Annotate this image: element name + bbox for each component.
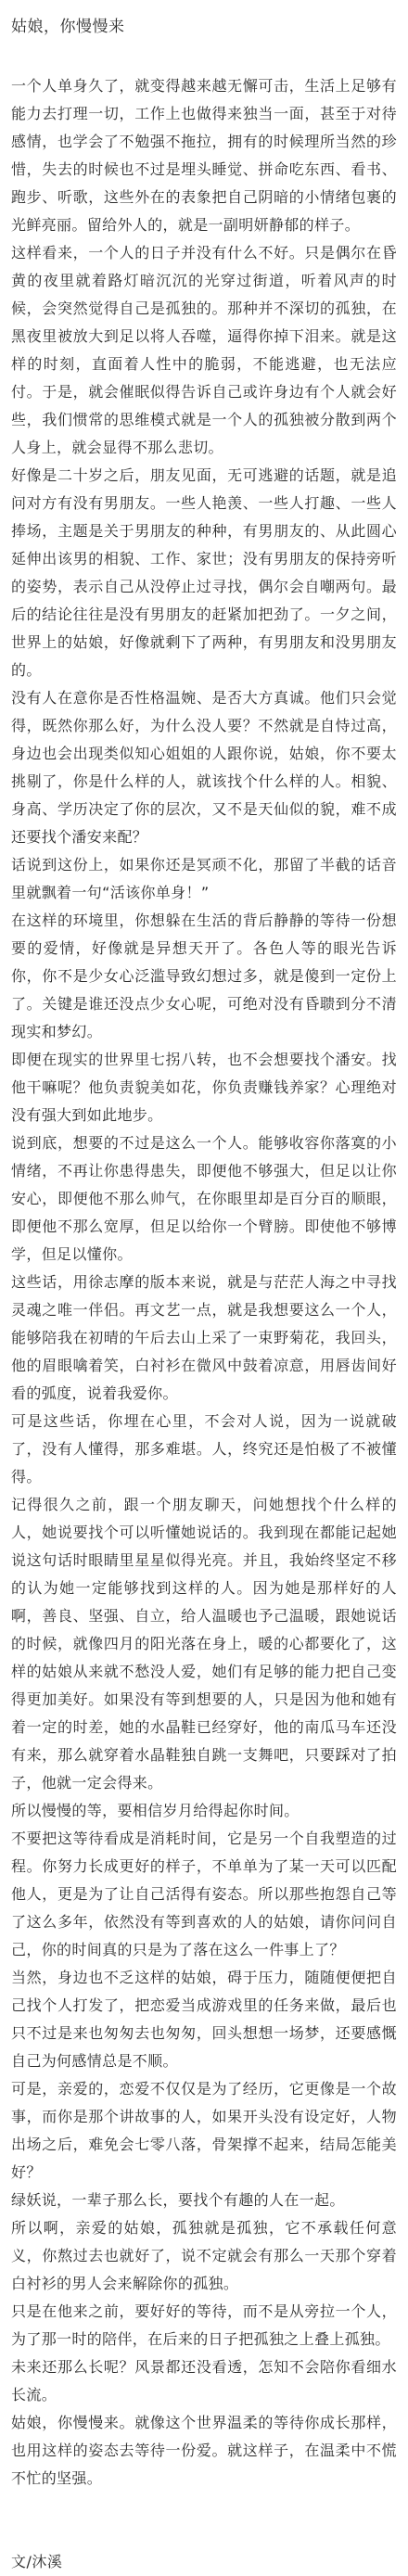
article-paragraph: 记得很久之前，跟一个朋友聊天，问她想找个什么样的人，她说要找个可以听懂她说话的。我到现在都能记起她说这句话时眼睛里星星似得光亮。并且，我始终坚定不移的认为她一定能够找到这样的人。因为她是那样好的人啊，善良、坚强、自立，给人温暖也予己温暖，跟她说话的时候，就像四月的阳光落在身上，暖的心都要化了，这样的姑娘从来就不愁没人爱，她们有足够的能力把自己变得更加美好。如果没有等到想要的人，只是因为他和她有着一定的时差，她的水晶鞋已经穿好，他的南瓜马车还没有来，那么就穿着水晶鞋独自跳一支舞吧，只要踩对了拍子，他就一定会得来。 [11, 1496, 397, 1792]
article-title: 姑娘，你慢慢来 [11, 18, 125, 36]
article-paragraph: 这样看来，一个人的日子并没有什么不好。只是偶尔在昏黄的夜里就着路灯暗沉沉的光穿过街道，听着风声的时候，会突然觉得自己是孤独的。那种并不深切的孤独，在黑夜里被放大到足以将人吞噬，逼得你掉下泪来。就是这样的时刻，直面着人性中的脆弱，不能逃避，也无法应付。于是，就会催眠似得告诉自己或许身边有个人就会好些，我们惯常的思维模式就是一个人的孤独被分散到两个人身上，就会显得不那么悲切。 [11, 244, 397, 456]
article-paragraph: 在这样的环境里，你想躲在生活的背后静静的等待一份想要的爱情，好像就是异想天开了。各色人等的眼光告诉你，你不是少女心泛滥导致幻想过多，就是傻到一定份上了。关键是谁还没点少女心呢，可绝对没有昏聩到分不清现实和梦幻。 [11, 912, 397, 1040]
article-byline: 文/沐溪 [11, 2553, 63, 2570]
article-paragraph: 说到底，想要的不过是这么一个人。能够收容你落寞的小情绪，不再让你患得患失，即便他不够强大，但足以让你安心，即便他不那么帅气，在你眼里却是百分百的顺眼，即便他不那么宽厚，但足以给你一个臂膀。即使他不够博学，但足以懂你。 [11, 1134, 397, 1263]
article-paragraph: 话说到这份上，如果你还是冥顽不化，那留了半截的话音里就飘着一句“活该你单身！” [11, 856, 397, 901]
article-paragraph: 一个人单身久了，就变得越来越无懈可击，生活上足够有能力去打理一切，工作上也做得来独当一面，甚至于对待感情，也学会了不勉强不拖拉，拥有的时候理所当然的珍惜，失去的时候也不过是埋头睡觉、拼命吃东西、看书、跑步、听歌，这些外在的表象把自己阴暗的小情绪包裹的光鲜亮丽。留给外人的，就是一副明妍静郁的样子。 [11, 77, 397, 234]
article-paragraph: 这些话，用徐志摩的版本来说，就是与茫茫人海之中寻找灵魂之唯一伴侣。再文艺一点，就是我想要这么一个人，能够陪我在初晴的午后去山上采了一束野菊花，我回头，他的眉眼噙着笑，白衬衫在微风中鼓着凉意，用唇齿间好看的弧度，说着我爱你。 [11, 1273, 397, 1402]
article-paragraph: 只是在他来之前，要好好的等待，而不是从旁拉一个人，为了那一时的陪伴，在后来的日子把孤独之上叠上孤独。 [11, 2302, 397, 2348]
article-paragraph: 即便在现实的世界里七拐八转，也不会想要找个潘安。找他干嘛呢？他负责貌美如花，你负责赚钱养家？心理绝对没有强大到如此地步。 [11, 1051, 397, 1124]
article-paragraph: 没有人在意你是否性格温婉、是否大方真诚。他们只会觉得，既然你那么好，为什么没人要？不然就是自恃过高，身边也会出现类似知心姐姐的人跟你说，姑娘，你不要太挑剔了，你是什么样的人，就该找个什么样的人。相貌、身高、学历决定了你的层次，又不是天仙似的貌，难不成还要找个潘安来配？ [11, 689, 397, 846]
article-paragraph: 姑娘，你慢慢来。就像这个世界温柔的等待你成长那样，也用这样的姿态去等待一份爱。就这样子，在温柔中不慌不忙的坚强。 [11, 2414, 397, 2487]
article-paragraph: 所以啊，亲爱的姑娘，孤独就是孤独，它不承载任何意义，你熬过去也就好了，说不定就会有那么一天那个穿着白衬衫的男人会来解除你的孤独。 [11, 2219, 397, 2292]
article-paragraph: 未来还那么长呢？风景都还没看透，怎知不会陪你看细水长流。 [11, 2358, 397, 2404]
article-paragraph: 所以慢慢的等，要相信岁月给得起你时间。 [11, 1802, 300, 1819]
article-paragraph: 不要把这等待看成是消耗时间，它是另一个自我塑造的过程。你努力长成更好的样子，不单单为了某一天可以匹配他人，更是为了让自己活得有姿态。所以那些抱怨自己等了这么多年，依然没有等到喜欢的人的姑娘，请你问问自己，你的时间真的只是为了落在这么一件事上了？ [11, 1830, 397, 1958]
article-paragraph: 当然，身边也不乏这样的姑娘，碍于压力，随随便便把自己找个人打发了，把恋爱当成游戏里的任务来做，最后也只不过是来也匆匆去也匆匆，回头想想一场梦，还要感慨自己为何感情总是不顺。 [11, 1969, 397, 2070]
article-paragraph: 可是这些话，你埋在心里，不会对人说，因为一说就破了，没有人懂得，那多难堪。人，终究还是怕极了不被懂得。 [11, 1412, 397, 1486]
article-paragraph: 绿妖说，一辈子那么长，要找个有趣的人在一起。 [11, 2191, 345, 2209]
article-paragraph: 可是，亲爱的，恋爱不仅仅是为了经历，它更像是一个故事，而你是那个讲故事的人，如果开头没有设定好，人物出场之后，难免会七零八落，骨架撑不起来，结局怎能美好？ [11, 2080, 397, 2181]
article-paragraph: 好像是二十岁之后，朋友见面，无可逃避的话题，就是追问对方有没有男朋友。一些人艳羡、一些人打趣、一些人捧场，主题是关于男朋友的种种，有男朋友的、从此圆心延伸出该男的相貌、工作、家世；没有男朋友的保持旁听的姿势，表示自己从没停止过寻找，偶尔会自嘲两句。最后的结论往往是没有男朋友的赶紧加把劲了。一夕之间，世界上的姑娘，好像就剩下了两种，有男朋友和没男朋友的。 [11, 466, 397, 679]
article-body [11, 72, 397, 2493]
